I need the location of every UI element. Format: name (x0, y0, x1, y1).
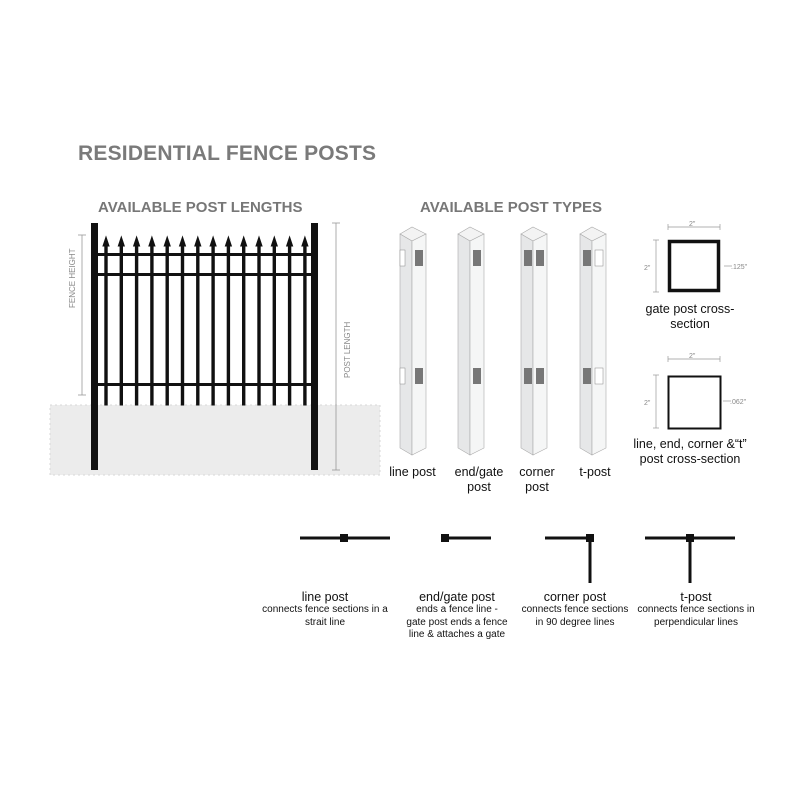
picket-spear-tip (256, 237, 262, 246)
picket-spear-tip (210, 237, 216, 246)
corner-post-caption-desc: connects fence sections in 90 degree lines (521, 604, 629, 628)
end-gate-post-caption (406, 590, 508, 642)
t-post-caption (634, 590, 758, 629)
standard-post-square (669, 377, 721, 429)
t-post-drawing (580, 227, 606, 455)
right-post (311, 223, 318, 470)
fence-picket (273, 245, 275, 405)
corner-post-caption (520, 590, 630, 629)
gate-height-label: 2" (644, 265, 651, 272)
post-length-label: POST LENGTH (343, 321, 352, 378)
left-post (91, 223, 98, 470)
std-width-label: 2" (689, 353, 696, 360)
picket-spear-tip (118, 237, 124, 246)
picket-spear-tip (302, 237, 308, 246)
top-rail (95, 253, 315, 256)
fence-picket (243, 245, 245, 405)
picket-spear-tip (241, 237, 247, 246)
picket-spear-tip (134, 237, 140, 246)
picket-spear-tip (164, 237, 170, 246)
second-rail (95, 273, 315, 276)
corner-post-plan (545, 534, 594, 583)
t-post-caption-desc: connects fence sections in perpendicular lines (637, 604, 755, 628)
fence-picket (166, 245, 168, 405)
end-gate-post-caption-desc: ends a fence line - gate post ends a fence line & attaches a gate (406, 604, 508, 640)
fence-illustration (40, 215, 390, 480)
fence-picket (212, 245, 214, 405)
std-height-label: 2" (644, 400, 651, 407)
post-types-illustration (385, 222, 630, 462)
line-post-drawing (400, 227, 426, 455)
picket-spear-tip (149, 237, 155, 246)
line-post-caption (262, 590, 388, 629)
bottom-rail (95, 383, 315, 386)
line-post-caption-desc: connects fence sections in a strait line (262, 604, 388, 628)
picket-spear-tip (195, 237, 201, 246)
corner-post-label: corner post (519, 465, 555, 494)
fence-picket (181, 245, 183, 405)
end-gate-post-caption-title: end/gate post (419, 590, 495, 604)
end-gate-post-label: end/gate post (454, 465, 504, 494)
picket-spear-tip (103, 237, 109, 246)
fence-picket (304, 245, 306, 405)
end-gate-post-drawing (458, 227, 484, 455)
gate-post-caption: gate post cross-section (645, 302, 735, 331)
t-post-caption-title: t-post (680, 590, 712, 604)
std-wall-label: .062" (730, 399, 747, 406)
fence-picket (151, 245, 153, 405)
fence-picket (197, 245, 199, 405)
line-post-label: line post (389, 465, 436, 479)
picket-spear-tip (225, 237, 231, 246)
ground (50, 405, 380, 475)
fence-picket (120, 245, 122, 405)
corner-post-drawing (521, 227, 547, 455)
post-lengths-heading: AVAILABLE POST LENGTHS (98, 199, 303, 216)
corner-post-caption-title: corner post (543, 590, 607, 604)
standard-post-cross-section (640, 350, 780, 435)
gate-width-label: 2" (689, 221, 696, 228)
picket-spear-tip (180, 237, 186, 246)
plan-view-diagrams (295, 525, 745, 590)
end-gate-post-plan (441, 534, 491, 542)
t-post-label: t-post (579, 465, 611, 479)
picket-spear-tip (287, 237, 293, 246)
picket-spear-tip (271, 237, 277, 246)
fence-picket (227, 245, 229, 405)
t-post-plan (645, 534, 735, 583)
page-title: RESIDENTIAL FENCE POSTS (78, 142, 377, 165)
line-post-plan (300, 534, 390, 542)
fence-picket (135, 245, 137, 405)
fence-picket (288, 245, 290, 405)
gate-post-square (670, 242, 719, 291)
post-types-heading: AVAILABLE POST TYPES (420, 199, 602, 216)
fence-picket (258, 245, 260, 405)
gate-post-cross-section (640, 218, 780, 298)
fence-height-label: FENCE HEIGHT (68, 248, 77, 308)
fence-pickets (103, 237, 308, 405)
standard-post-caption: line, end, corner &“t” post cross-section (633, 437, 747, 466)
gate-wall-label: .125" (731, 264, 748, 271)
line-post-caption-title: line post (301, 590, 349, 604)
fence-picket (105, 245, 107, 405)
